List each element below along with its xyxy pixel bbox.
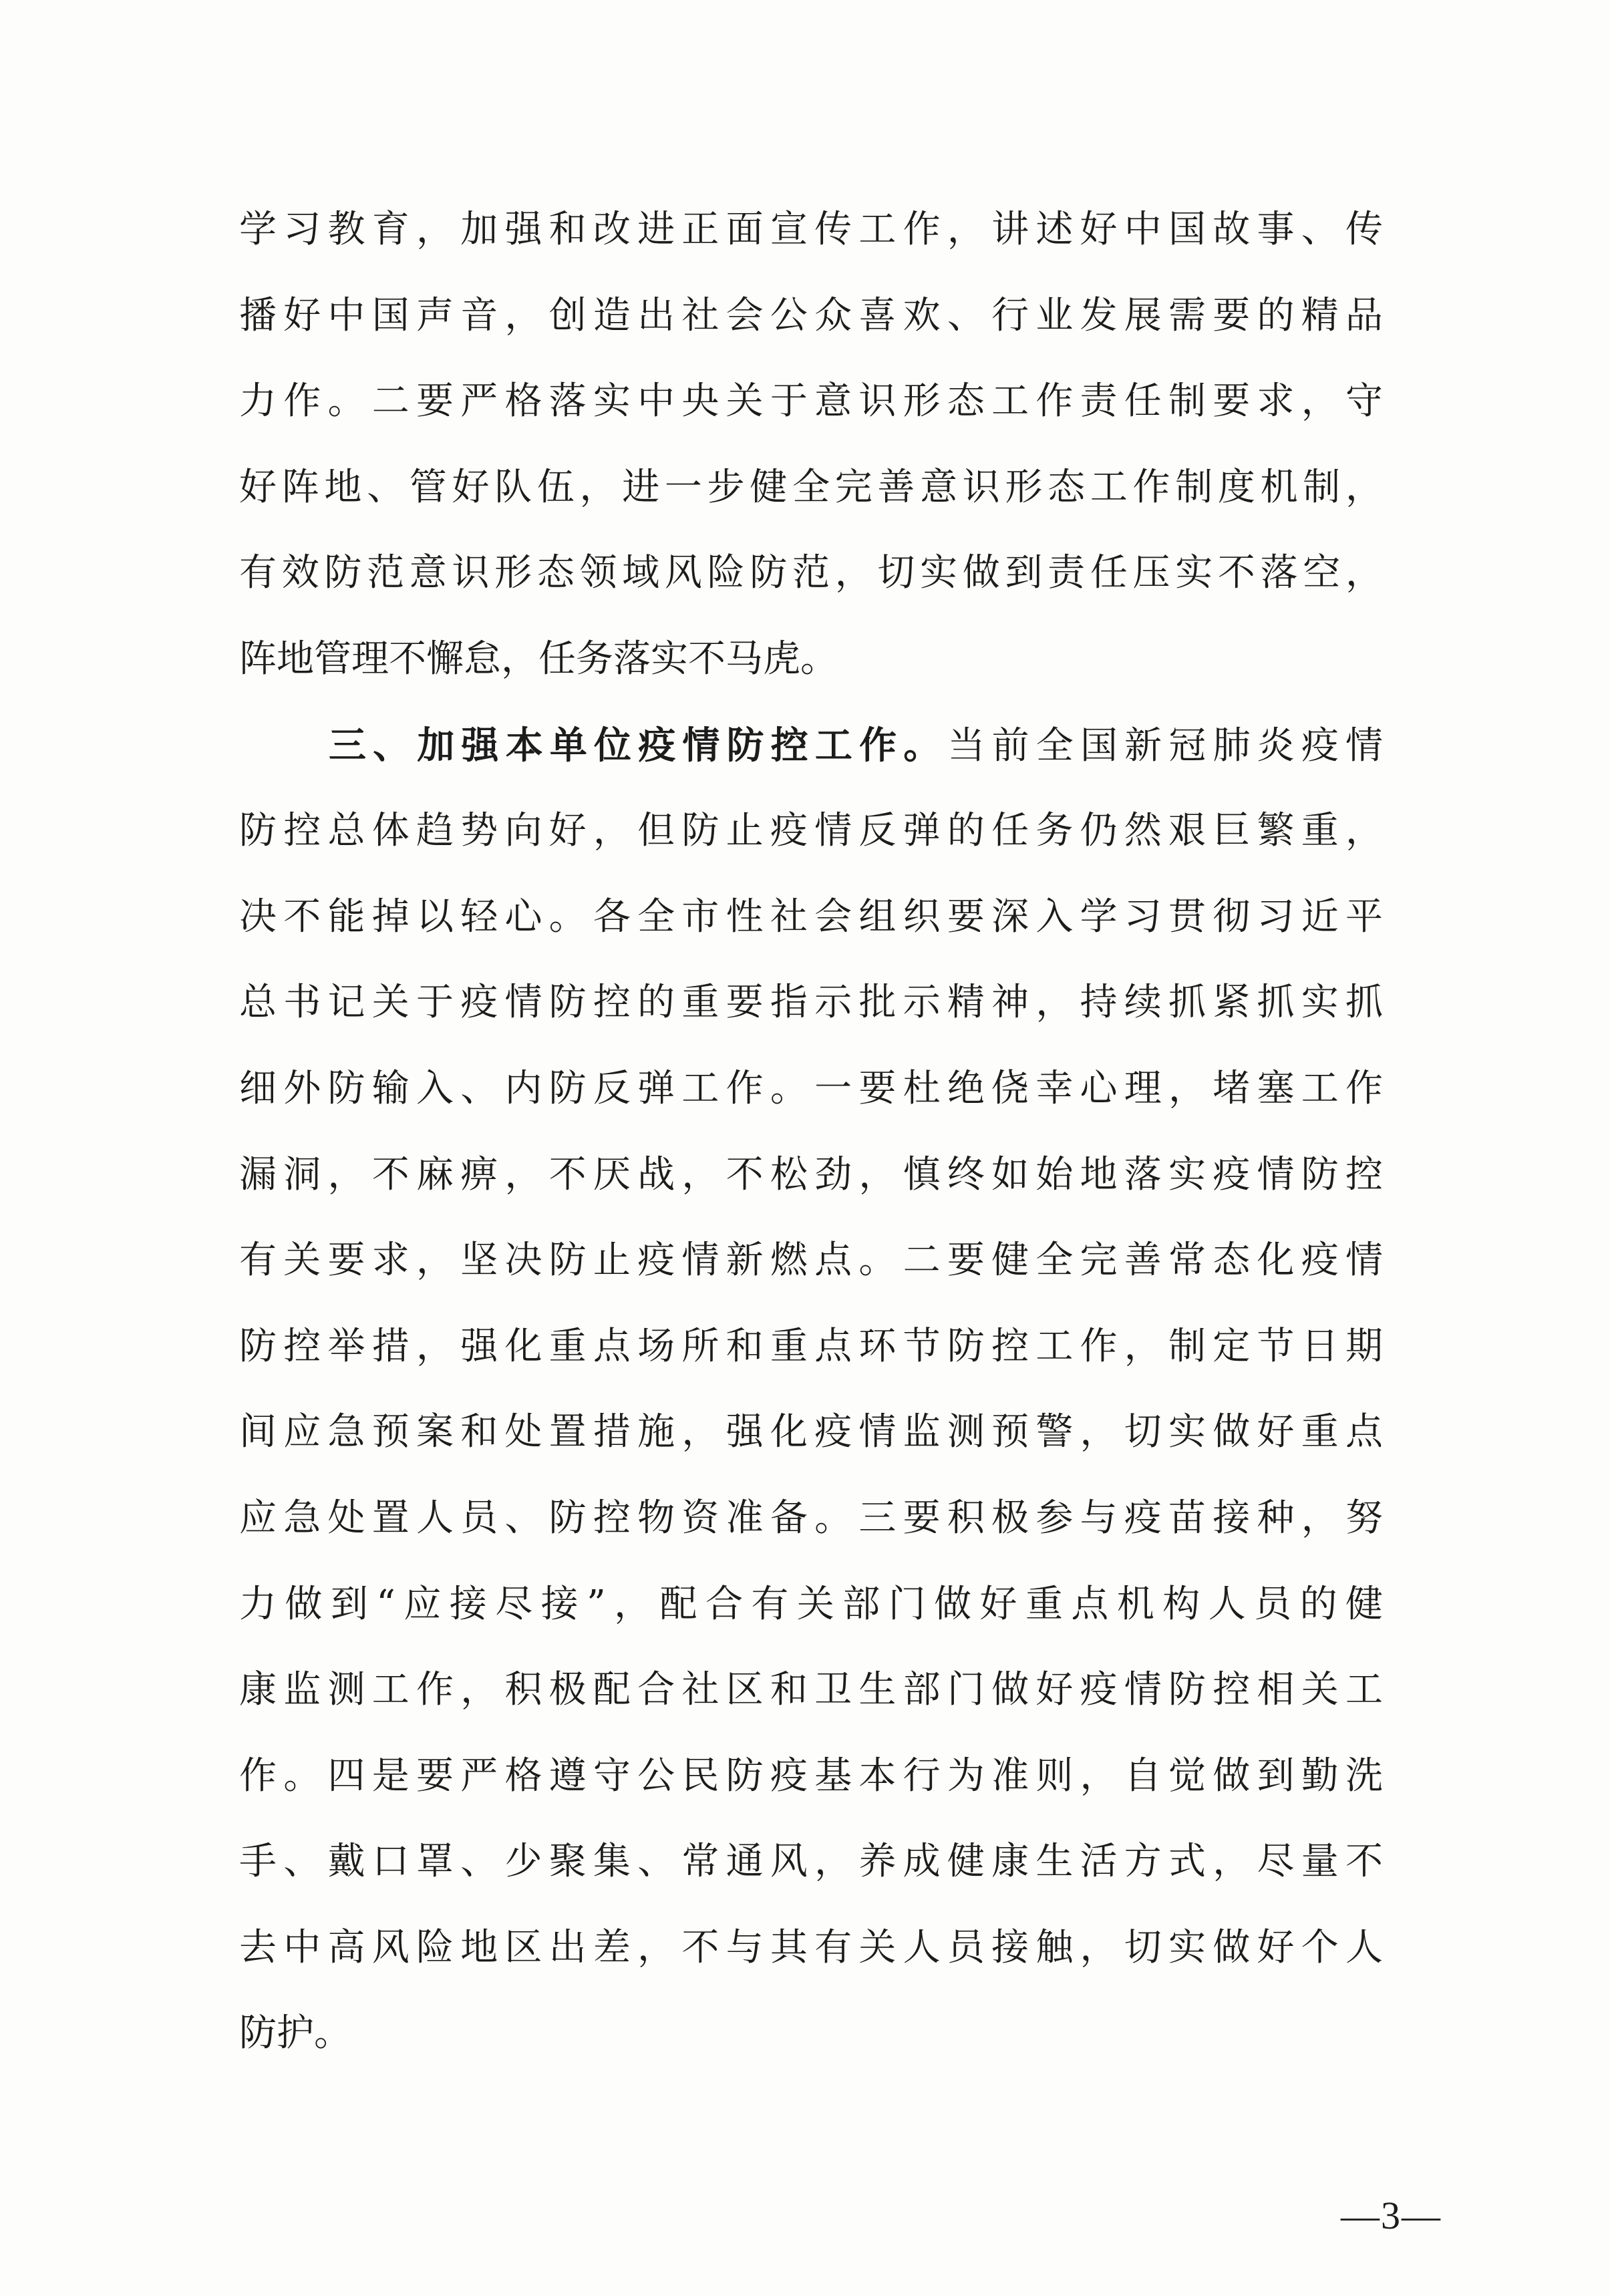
paragraph-2-line: 防护。 bbox=[239, 2011, 351, 2056]
paragraph-2-line: 康监测工作，积极配合社区和卫生部门做好疫情防控相关工 bbox=[239, 1668, 1383, 1712]
section-heading: 三、加强本单位疫情防控工作。 bbox=[329, 723, 948, 768]
paragraph-1-line: 有效防范意识形态领域风险防范，切实做到责任压实不落空， bbox=[239, 551, 1383, 595]
paragraph-2-line: 力做到“应接尽接”，配合有关部门做好重点机构人员的健 bbox=[239, 1582, 1383, 1626]
paragraph-2-line-text: 当前全国新冠肺炎疫情 bbox=[947, 723, 1383, 768]
paragraph-2-first-line bbox=[239, 703, 1383, 789]
paragraph-2-line: 漏洞，不麻痹，不厌战，不松劲，慎终如始地落实疫情防控 bbox=[239, 1152, 1383, 1196]
paragraph-2-line: 防控举措，强化重点场所和重点环节防控工作，制定节日期 bbox=[239, 1324, 1383, 1368]
paragraph-1-line: 阵地管理不懈怠，任务落实不马虎。 bbox=[239, 637, 838, 681]
paragraph-1-line: 播好中国声音，创造出社会公众喜欢、行业发展需要的精品 bbox=[239, 293, 1383, 337]
paragraph-2-line: 作。四是要严格遵守公民防疫基本行为准则，自觉做到勤洗 bbox=[239, 1754, 1383, 1798]
paragraph-2-line: 决不能掉以轻心。各全市性社会组织要深入学习贯彻习近平 bbox=[239, 894, 1383, 939]
paragraph-2-line: 去中高风险地区出差，不与其有关人员接触，切实做好个人 bbox=[239, 1925, 1383, 1969]
paragraph-2-line: 手、戴口罩、少聚集、常通风，养成健康生活方式，尽量不 bbox=[239, 1840, 1383, 1884]
paragraph-1-line: 力作。二要严格落实中央关于意识形态工作责任制要求，守 bbox=[239, 379, 1383, 424]
paragraph-1-line: 好阵地、管好队伍，进一步健全完善意识形态工作制度机制， bbox=[239, 465, 1383, 509]
paragraph-2-line: 总书记关于疫情防控的重要指示批示精神，持续抓紧抓实抓 bbox=[239, 981, 1383, 1025]
paragraph-2-line: 有关要求，坚决防止疫情新燃点。二要健全完善常态化疫情 bbox=[239, 1239, 1383, 1283]
paragraph-1-line: 学习教育，加强和改进正面宣传工作，讲述好中国故事、传 bbox=[239, 208, 1383, 251]
paragraph-2-line: 间应急预案和处置措施，强化疫情监测预警，切实做好重点 bbox=[239, 1410, 1383, 1454]
paragraph-2-line: 防控总体趋势向好，但防止疫情反弹的任务仍然艰巨繁重， bbox=[239, 809, 1383, 853]
paragraph-2-line: 应急处置人员、防控物资准备。三要积极参与疫苗接种，努 bbox=[239, 1496, 1383, 1540]
body-text bbox=[239, 187, 1383, 2077]
page-number: —3— bbox=[1341, 2194, 1442, 2237]
paragraph-2-line: 细外防输入、内防反弹工作。一要杜绝侥幸心理，堵塞工作 bbox=[239, 1066, 1383, 1110]
